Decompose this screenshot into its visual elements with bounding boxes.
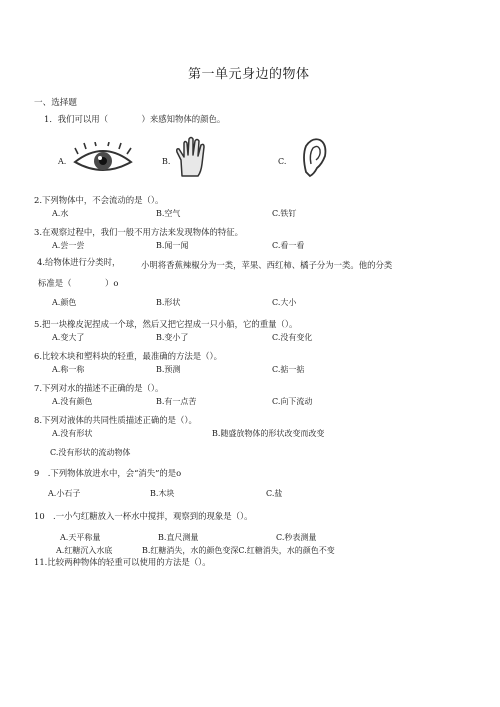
- q10-option-line2-bc: B.红糖消失，水的颜色变深C.红糖消失，水的颜色不变: [142, 546, 335, 555]
- q2-option-a: A.水: [52, 209, 69, 218]
- q6-option-b: B.预测: [156, 365, 181, 374]
- q8-option-c: C.没有形状的流动物体: [50, 448, 131, 457]
- question-9: 9 .下列物体放进水中，会“消失”的是o: [34, 468, 182, 478]
- q5-option-c: C.没有变化: [272, 333, 313, 342]
- q1-option-b: B.: [162, 157, 171, 166]
- question-4-standard: 标准是（ ）o: [38, 278, 119, 288]
- question-7: 7.下列对水的描述不正确的是（）。: [34, 383, 164, 393]
- q9-option-a: A.小石子: [48, 489, 81, 498]
- q3-option-c: C.看一看: [272, 241, 305, 250]
- eye-icon: [72, 142, 134, 182]
- section-heading: 一、选择题: [34, 98, 77, 108]
- q10-option-line1-c: C.秒表测量: [276, 533, 317, 542]
- q4-option-a: A.颜色: [52, 298, 77, 307]
- question-4-continued: 小明将香蕉辣椒分为一类，苹果、西红柿、橘子分为一类。他的分类: [141, 260, 393, 270]
- q3-option-b: B.闻一闻: [156, 241, 189, 250]
- q5-option-a: A.变大了: [52, 333, 85, 342]
- q8-option-a: A.没有形状: [52, 429, 93, 438]
- question-1: 1．我们可以用（ ）来感知物体的颜色。: [44, 114, 226, 124]
- q7-option-b: B.有一点苦: [156, 397, 197, 406]
- question-10: 10 .一小勺红糖放入一杯水中搅拌，观察到的现象是（）。: [34, 511, 253, 521]
- question-3: 3.在观察过程中，我们一般不用方法来发现物体的特征。: [34, 227, 243, 237]
- q6-option-c: C.掂一掂: [272, 365, 305, 374]
- ear-icon: [300, 136, 328, 184]
- q7-option-a: A.没有颜色: [52, 397, 93, 406]
- q7-option-c: C.向下流动: [272, 397, 313, 406]
- q10-option-line1-b: B.直尺测量: [158, 533, 199, 542]
- q6-option-a: A.称一称: [52, 365, 85, 374]
- q2-option-b: B.空气: [156, 209, 181, 218]
- question-4: 4.给物体进行分类时，: [37, 257, 121, 267]
- q5-option-b: B.变小了: [156, 333, 189, 342]
- question-11: 11.比较两种物体的轻重可以使用的方法是（）。: [34, 557, 211, 567]
- q3-option-a: A.尝一尝: [52, 241, 85, 250]
- q9-option-b: B.木块: [150, 489, 175, 498]
- q4-option-b: B.形状: [156, 298, 181, 307]
- q9-option-c: C.盐: [266, 489, 283, 498]
- question-2: 2.下列物体中，不会流动的是（）。: [34, 195, 164, 205]
- question-8: 8.下列对液体的共同性质描述正确的是（）。: [34, 415, 197, 425]
- q4-option-c: C.大小: [272, 298, 297, 307]
- page-title: 第一单元身边的物体: [188, 67, 310, 82]
- hand-icon: [174, 136, 210, 182]
- q1-option-c: C.: [278, 157, 287, 166]
- question-6: 6.比较木块和塑料块的轻重，最准确的方法是（）。: [34, 351, 223, 361]
- q1-option-a: A.: [58, 157, 67, 166]
- question-5: 5.把一块橡皮泥捏成一个球，然后又把它捏成一只小船，它的重量（）。: [34, 319, 298, 329]
- q8-option-b: B.随盛放物体的形状改变而改变: [212, 429, 325, 438]
- q10-option-line2-a: A.红糖沉入水底: [56, 546, 113, 555]
- q2-option-c: C.铁钉: [272, 209, 297, 218]
- q10-option-line1-a: A.天平称量: [60, 533, 101, 542]
